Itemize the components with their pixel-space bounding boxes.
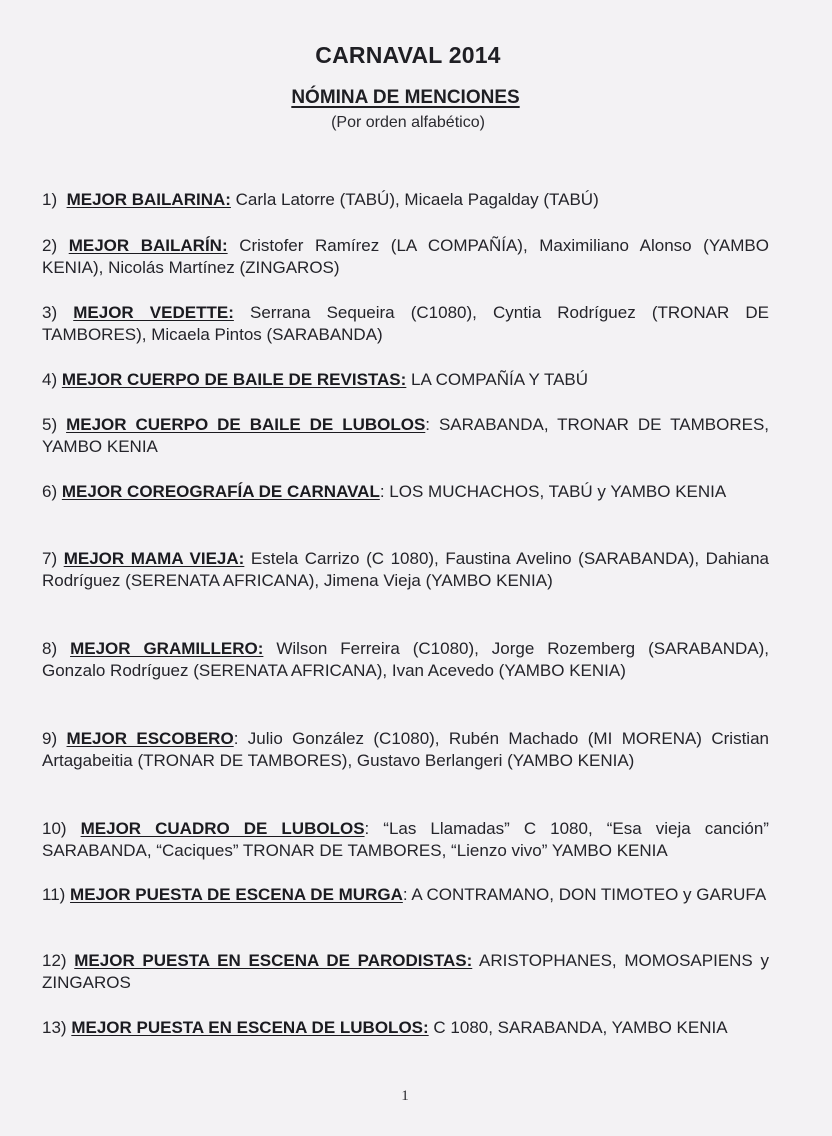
mention-awardees: : LOS MUCHACHOS, TABÚ y YAMBO KENIA [379, 482, 727, 501]
mention-category: MEJOR GRAMILLERO: [70, 639, 264, 658]
mention-number: 7) [42, 549, 58, 568]
mention-awardees: : SARABANDA, TRONAR DE TAMBORES, YAMBO KENIA [42, 415, 770, 456]
mention-category: MEJOR PUESTA DE ESCENA DE MURGA [70, 885, 403, 904]
mention-number: 5) [42, 415, 58, 434]
mention-item [42, 414, 769, 458]
mention-number: 6) [42, 482, 58, 501]
mention-awardees: Serrana Sequeira (C1080), Cyntia Rodríguez (TRONAR DE TAMBORES), Micaela Pintos (SARABANDA) [42, 303, 769, 344]
mention-item [42, 884, 769, 906]
mention-number: 12) [42, 951, 67, 970]
document-title: CARNAVAL 2014 [315, 42, 501, 68]
mention-number: 2) [42, 236, 58, 255]
mention-item [42, 481, 769, 503]
mention-item [42, 950, 769, 994]
mention-number: 13) [42, 1018, 67, 1037]
mention-category: MEJOR MAMA VIEJA: [63, 549, 245, 568]
mention-category: MEJOR PUESTA EN ESCENA DE LUBOLOS: [71, 1018, 429, 1037]
mention-number: 9) [42, 729, 58, 748]
mention-number: 11) [42, 885, 66, 904]
mention-awardees: : “Las Llamadas” C 1080, “Esa vieja canción” SARABANDA, “Caciques” TRONAR DE TAMBORES, “Lienzo vivo” YAMBO KENIA [42, 819, 769, 860]
mention-item [42, 638, 769, 682]
mention-item [42, 548, 769, 592]
mention-category: MEJOR BAILARINA: [66, 190, 231, 209]
mention-awardees: ARISTOPHANES, MOMOSAPIENS y ZINGAROS [42, 951, 769, 992]
mention-awardees: Wilson Ferreira (C1080), Jorge Rozemberg (SARABANDA), Gonzalo Rodríguez (SERENATA AFRICANA), Ivan Acevedo (YAMBO KENIA) [42, 639, 769, 680]
subtitle-text: NÓMINA DE MENCIONES [291, 87, 520, 108]
mention-category: MEJOR VEDETTE: [73, 303, 234, 322]
mention-number: 8) [42, 639, 58, 658]
mention-number: 4) [42, 370, 58, 389]
mention-awardees: : A CONTRAMANO, DON TIMOTEO y GARUFA [402, 885, 767, 904]
mention-category: MEJOR CUERPO DE BAILE DE REVISTAS: [61, 370, 407, 389]
mention-item [42, 302, 769, 346]
mention-awardees: Cristofer Ramírez (LA COMPAÑÍA), Maximiliano Alonso (YAMBO KENIA), Nicolás Martínez (ZINGAROS) [42, 236, 769, 277]
document-subtitle [0, 87, 816, 109]
mention-category: MEJOR PUESTA EN ESCENA DE PARODISTAS: [74, 951, 473, 970]
mention-item [42, 369, 769, 391]
order-note: (Por orden alfabético) [331, 114, 485, 131]
mention-category: MEJOR BAILARÍN: [68, 236, 228, 255]
mention-awardees: C 1080, SARABANDA, YAMBO KENIA [433, 1018, 728, 1037]
mention-awardees: Estela Carrizo (C 1080), Faustina Avelino (SARABANDA), Dahiana Rodríguez (SERENATA AFRICANA), Jimena Vieja (YAMBO KENIA) [42, 549, 769, 590]
mention-item [42, 818, 769, 862]
mention-awardees: Carla Latorre (TABÚ), Micaela Pagalday (TABÚ) [235, 190, 599, 209]
mention-number: 1) [42, 190, 58, 209]
mention-item [42, 189, 769, 211]
mention-category: MEJOR CUADRO DE LUBOLOS [80, 819, 365, 838]
mention-item [42, 1017, 769, 1039]
mention-number: 3) [42, 303, 58, 322]
mention-item [42, 235, 769, 279]
mention-awardees: LA COMPAÑÍA Y TABÚ [411, 370, 589, 389]
mention-category: MEJOR ESCOBERO [66, 729, 234, 748]
mention-category: MEJOR CUERPO DE BAILE DE LUBOLOS [66, 415, 426, 434]
mention-number: 10) [42, 819, 67, 838]
page-number: 1 [401, 1088, 409, 1104]
mention-category: MEJOR COREOGRAFÍA DE CARNAVAL [61, 482, 380, 501]
mention-item [42, 728, 769, 772]
mention-awardees: : Julio González (C1080), Rubén Machado (MI MORENA) Cristian Artagabeitia (TRONAR DE TAMBORES), Gustavo Berlangeri (YAMBO KENIA) [42, 729, 769, 770]
